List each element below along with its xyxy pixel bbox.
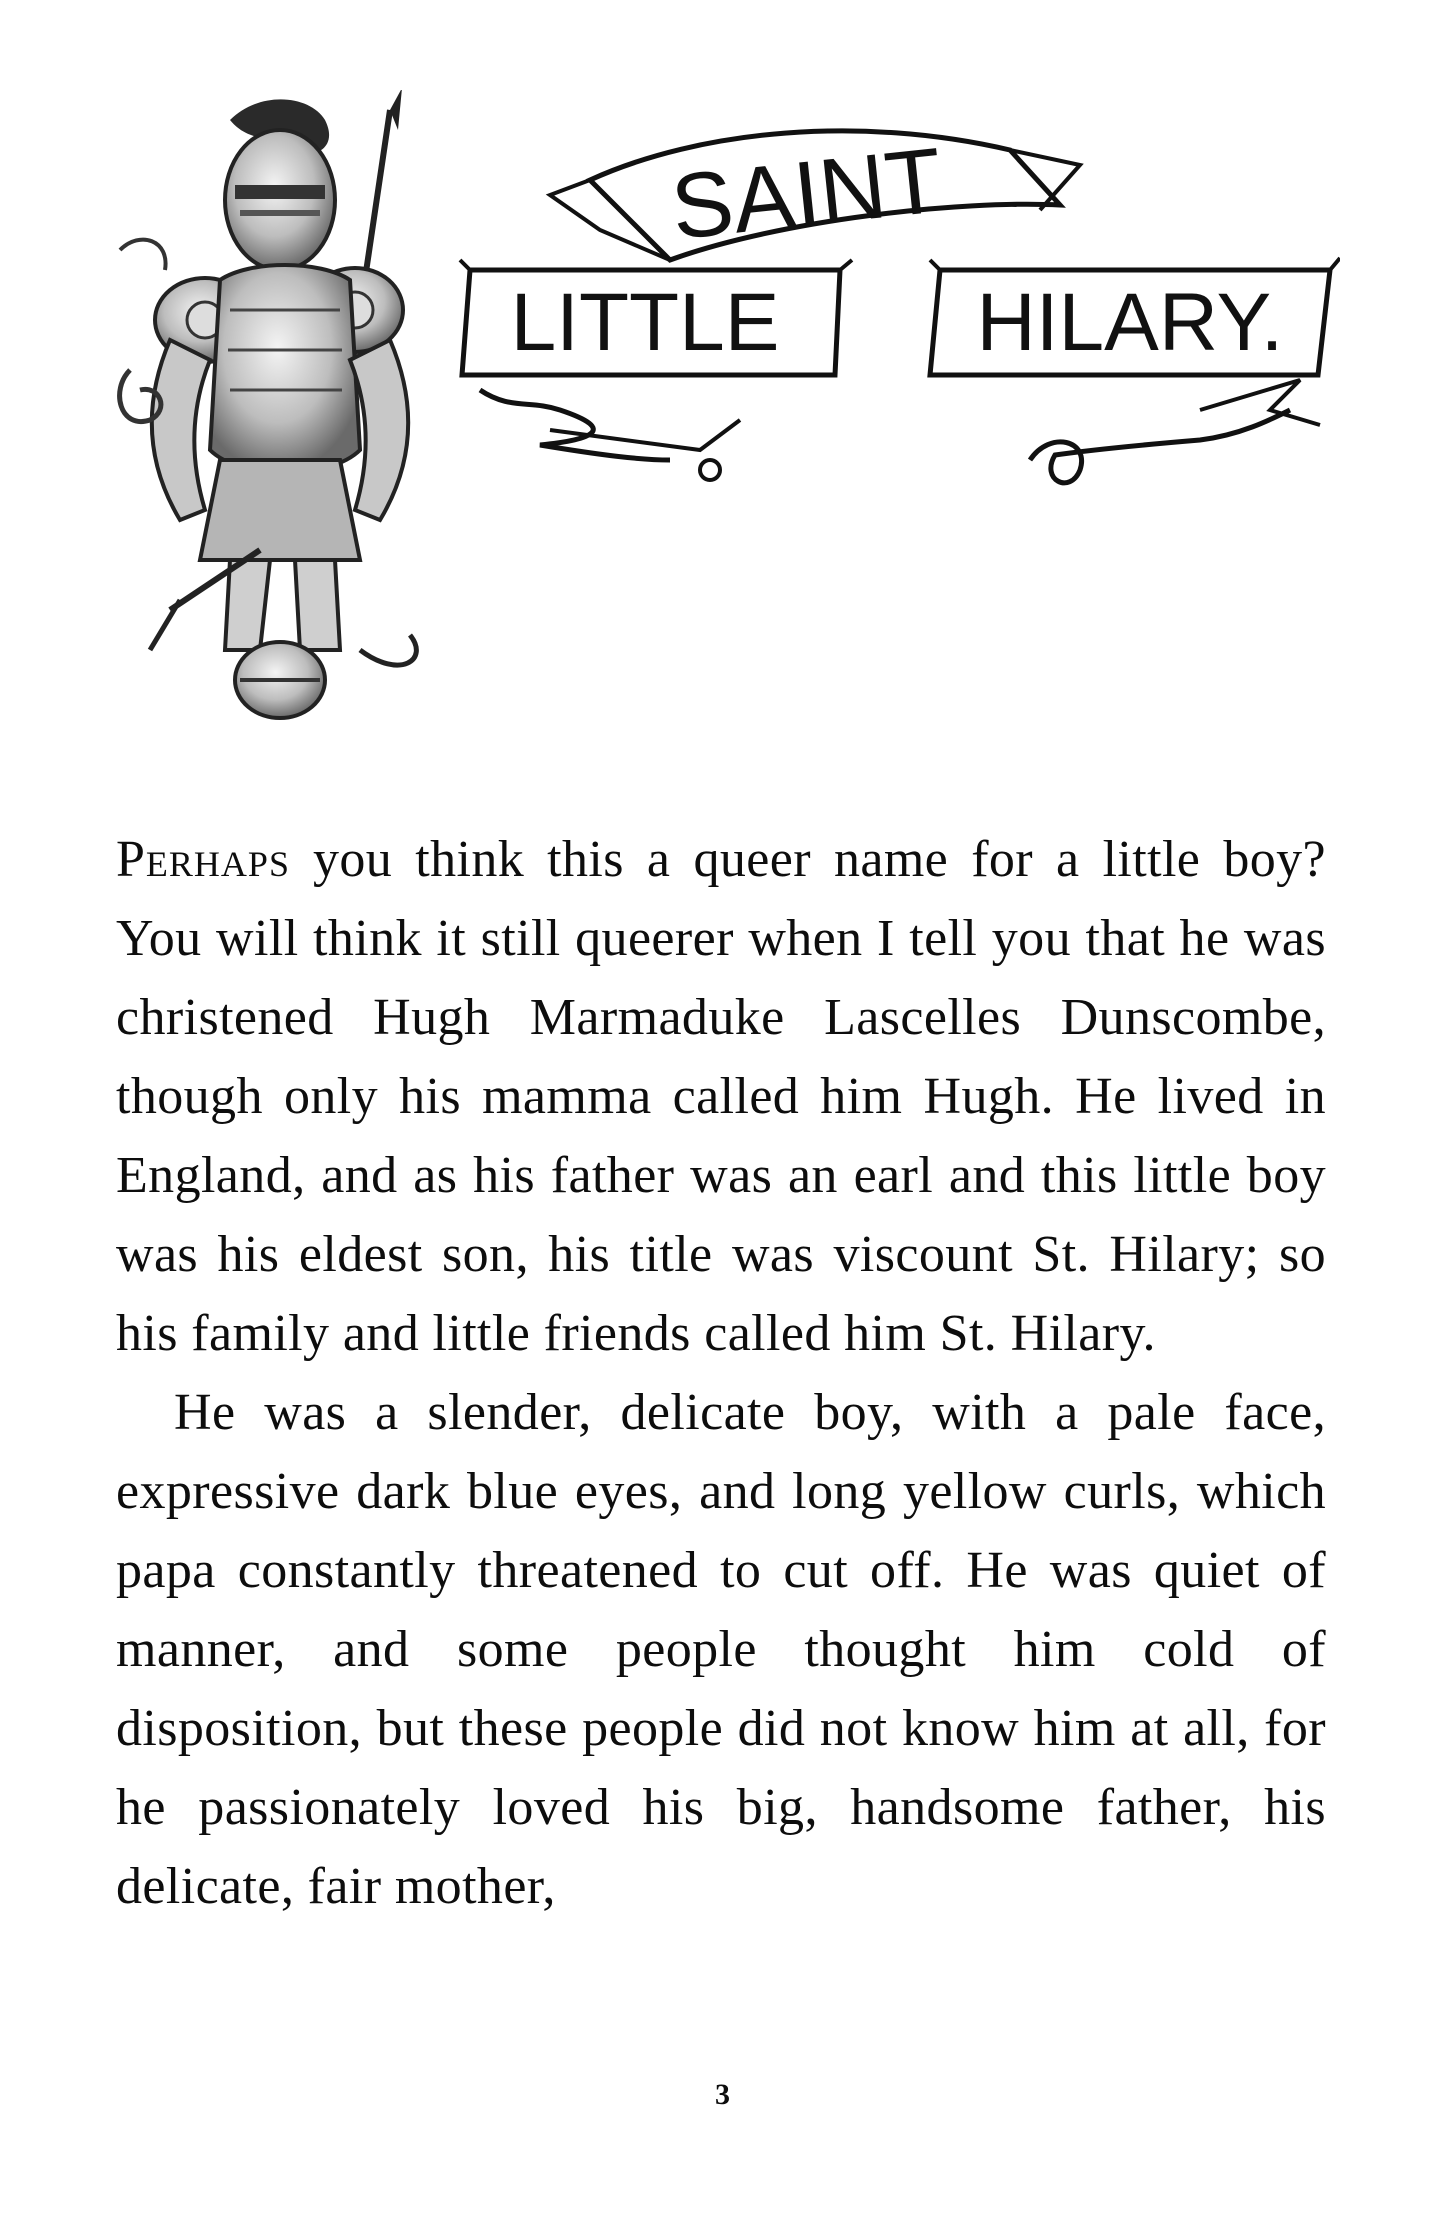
- chapter-header: [0, 0, 1445, 760]
- title-word-little: LITTLE: [510, 277, 780, 368]
- page-number: 3: [715, 2078, 730, 2111]
- title-word-hilary: HILARY.: [976, 277, 1284, 368]
- paragraph-1: [116, 820, 1326, 1373]
- title-banner: [440, 110, 1340, 550]
- paragraph-2: He was a slender, delicate boy, with a pale face, expressive dark blue eyes, and long yellow curls, which papa constantly threatened to cut off. He was quiet of manner, and some people thought him cold of disposition, but these people did not know him at all, for he passionately loved his big, handsome father, his delicate, fair mother,: [116, 1384, 1326, 1915]
- paragraph-1-text: you think this a queer name for a little boy? You will think it still queerer when I tell you that he was christened Hugh Marmaduke Lascelles Dunscombe, though only his mamma called him Hugh. He lived in England, and as his father was an earl and this little boy was his eldest son, his title was viscount St. Hilary; so his family and little friends called him St. Hilary.: [116, 831, 1326, 1362]
- chapter-body: [116, 820, 1326, 1926]
- armored-knight-icon: [110, 90, 450, 730]
- title-word-saint: SAINT: [666, 129, 947, 260]
- lead-word: Perhaps: [116, 831, 290, 888]
